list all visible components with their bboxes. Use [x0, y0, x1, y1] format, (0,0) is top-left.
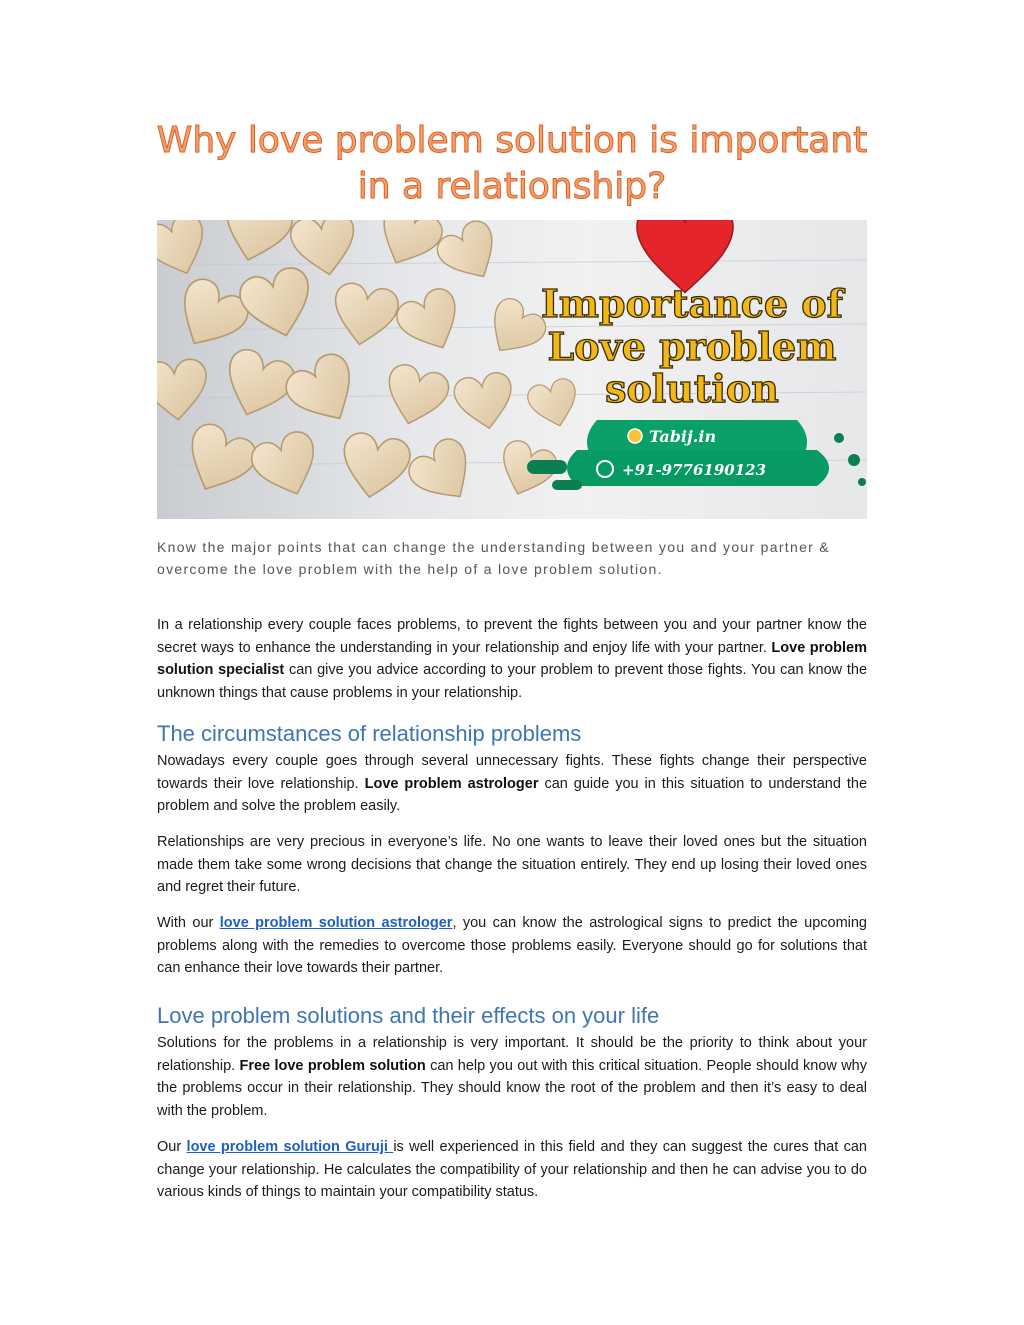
- hero-image: [157, 220, 867, 519]
- hero-heading-line-3: solution: [605, 366, 779, 411]
- section1-paragraph-2: Relationships are very precious in everyone’s life. No one wants to leave their loved ones but the situation made them take some wrong decisions that change the situation entirely. They end up losing their loved ones and regret their future.: [157, 834, 867, 895]
- section-heading-circumstances: The circumstances of relationship problems: [157, 721, 582, 746]
- bold-phrase: Love problem astrologer: [364, 775, 539, 792]
- site-name: Tabij.in: [649, 427, 717, 446]
- title-line-2: in a relationship?: [357, 166, 667, 207]
- bold-phrase: Free love problem solution: [239, 1057, 426, 1074]
- link-love-problem-solution-guruji[interactable]: love problem solution Guruji: [186, 1139, 394, 1155]
- section1-paragraph-1: Nowadays every couple goes through several unnecessary fights. These fights change their perspective towards their love relationship. Love problem astrologer can guide you in this situation to understand the problem and solve the problem easily.: [157, 753, 868, 814]
- phone-number: +91-9776190123: [622, 461, 767, 479]
- section-heading-effects: Love problem solutions and their effects on your life: [157, 1003, 660, 1028]
- logo-icon: [628, 429, 642, 443]
- section2-paragraph-2: Our love problem solution Guruji is well experienced in this field and they can suggest the cures that can change your relationship. He calculates the compatibility of your relationship and then he can advise you to do various kinds of things to maintain your compatibility status.: [157, 1139, 867, 1200]
- section1-paragraph-3: With our love problem solution astrologer, you can know the astrological signs to predict the upcoming problems along with the remedies to overcome those problems easily. Everyone should go for solutions that can enhance their love towards their partner.: [157, 915, 867, 976]
- section2-paragraph-1: Solutions for the problems in a relationship is very important. It should be the priority to think about your relationship. Free love problem solution can help you out with this critical situation. People should know why the problems occur in their relationship. They should know the root of the problem and then it’s easy to deal with the problem.: [157, 1035, 867, 1119]
- contact-banner: [527, 420, 866, 490]
- subtitle: Know the major points that can change the understanding between you and your partner & overcome the love problem with the help of a love problem solution.: [157, 539, 830, 577]
- hero-heading-line-2: Love problem: [547, 324, 837, 369]
- hero-heading-line-1: Importance of: [541, 281, 843, 326]
- bold-phrase: Love problem solution specialist: [157, 639, 867, 678]
- page-title: [100, 118, 924, 210]
- hero-heading: [541, 281, 846, 411]
- intro-paragraph: In a relationship every couple faces problems, to prevent the fights between you and your partner know the secret ways to enhance the understanding in your relationship and enjoy life with your partner. Love problem solution specialist can give you advice according to your problem to prevent those fights. You can know the unknown things that cause problems in your relationship.: [157, 617, 868, 701]
- title-line-1: Why love problem solution is important: [156, 120, 868, 161]
- link-love-problem-solution-astrologer[interactable]: love problem solution astrologer: [219, 915, 453, 931]
